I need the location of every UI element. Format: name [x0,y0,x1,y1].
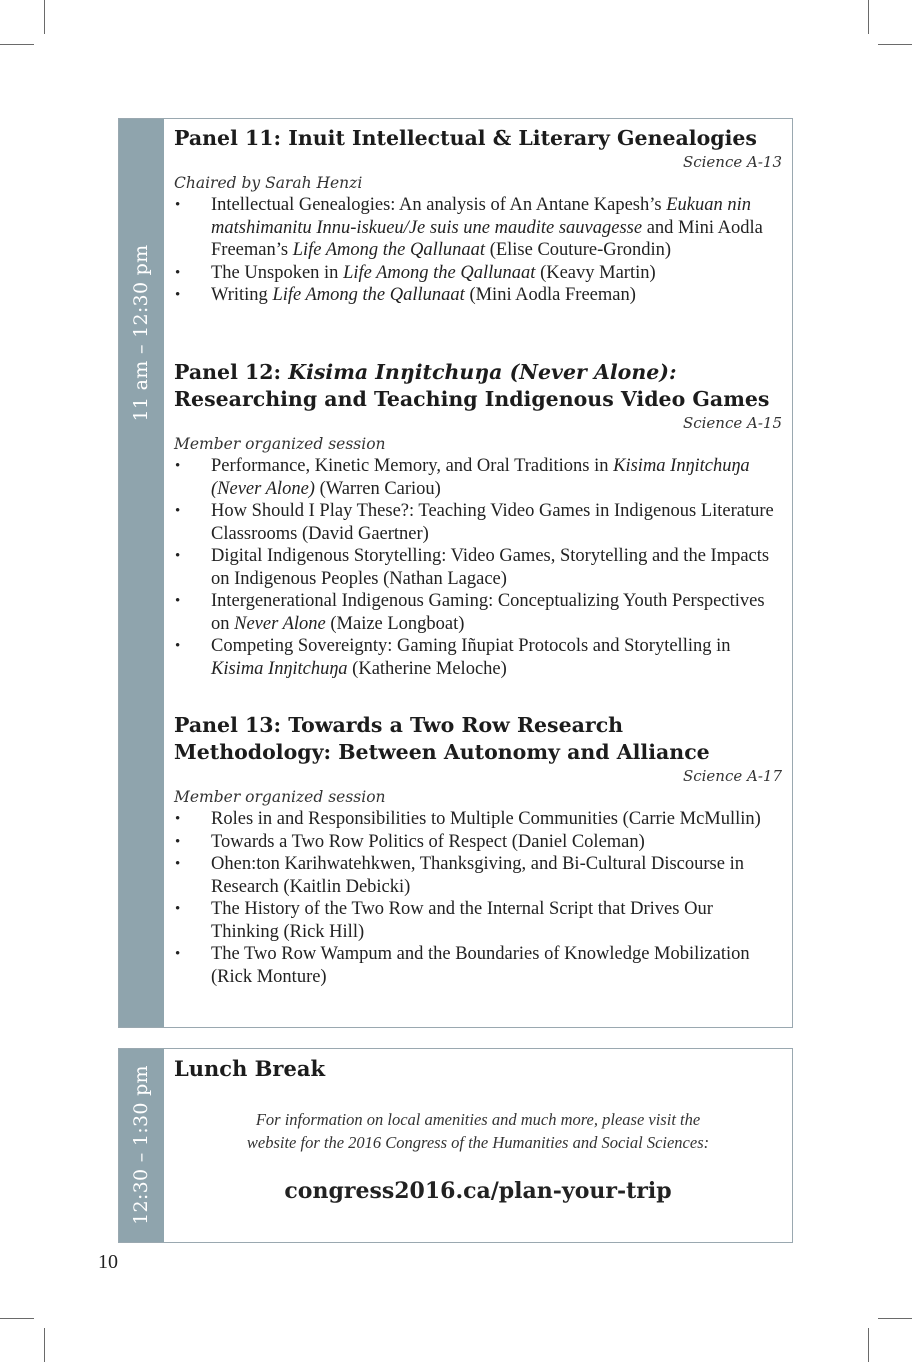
session-block [118,118,793,1028]
list-item: • Ohen:ton Karihwatehkwen, Thanksgiving, and Bi-Cultural Discourse in Research (Kaitlin Debicki) [174,853,782,898]
list-item: • Writing Life Among the Qallunaat (Mini Aodla Freeman) [174,284,782,307]
session-type-label: Member organized session [174,435,386,453]
time-sidebar [119,119,164,1027]
congress-link[interactable]: congress2016.ca/plan-your-trip [284,1178,672,1204]
crop-mark [878,44,912,45]
session-type-label: Member organized session [174,788,386,806]
list-item: • Digital Indigenous Storytelling: Video Games, Storytelling and the Impacts on Indigenous Peoples (Nathan Lagace) [174,545,782,590]
panel-13 [174,712,782,988]
list-item: • Roles in and Responsibilities to Multiple Communities (Carrie McMullin) [174,808,782,831]
time-label: 12:30 – 1:30 pm [130,1065,152,1225]
room-label: Science A-15 [682,414,782,432]
time-label: 11 am – 12:30 pm [130,244,152,422]
paper-list [174,455,782,680]
list-item: • Towards a Two Row Politics of Respect (Daniel Coleman) [174,831,782,854]
crop-mark [44,0,45,34]
crop-mark [868,1328,869,1362]
list-item: • The Unspoken in Life Among the Qallunaat (Keavy Martin) [174,262,782,285]
list-item: • Intellectual Genealogies: An analysis of An Antane Kapesh’s Eukuan nin matshimanitu Innu-iskueu/Je suis une maudite sauvagesse and Mini Aodla Freeman’s Life Among the Qallunaat (Elise Couture-Grondin) [174,194,782,262]
lunch-block [118,1048,793,1243]
paper-list [174,194,782,307]
list-item: • The Two Row Wampum and the Boundaries of Knowledge Mobilization (Rick Monture) [174,943,782,988]
panel-11 [174,125,782,307]
time-sidebar [119,1049,164,1242]
chair-label: Chaired by Sarah Henzi [174,174,363,192]
crop-mark [0,1318,34,1319]
crop-mark [44,1328,45,1362]
page-number: 10 [98,1251,118,1273]
lunch-info: For information on local amenities and much more, please visit the website for the 2016 Congress of the Humanities and Social Sciences: [246,1110,710,1152]
panel-title: Panel 12: Kisima Inŋitchuŋa (Never Alone): Researching and Teaching Indigenous Video Games [174,360,770,411]
crop-mark [868,0,869,34]
lunch-title: Lunch Break [174,1056,325,1081]
room-label: Science A-17 [682,767,782,785]
panel-title: Panel 11: Inuit Intellectual & Literary Genealogies [174,126,757,150]
paper-list [174,808,782,988]
list-item: • Intergenerational Indigenous Gaming: Conceptualizing Youth Perspectives on Never Alone (Maize Longboat) [174,590,782,635]
list-item: • Competing Sovereignty: Gaming Iñupiat Protocols and Storytelling in Kisima Inŋitchuŋa (Katherine Meloche) [174,635,782,680]
room-label: Science A-13 [682,153,782,171]
panel-title: Panel 13: Towards a Two Row Research Methodology: Between Autonomy and Alliance [174,713,710,764]
crop-mark [0,44,34,45]
list-item: • The History of the Two Row and the Internal Script that Drives Our Thinking (Rick Hill) [174,898,782,943]
list-item: • Performance, Kinetic Memory, and Oral Traditions in Kisima Inŋitchuŋa (Never Alone) (Warren Cariou) [174,455,782,500]
panel-12 [174,359,782,680]
crop-mark [878,1318,912,1319]
list-item: • How Should I Play These?: Teaching Video Games in Indigenous Literature Classrooms (David Gaertner) [174,500,782,545]
